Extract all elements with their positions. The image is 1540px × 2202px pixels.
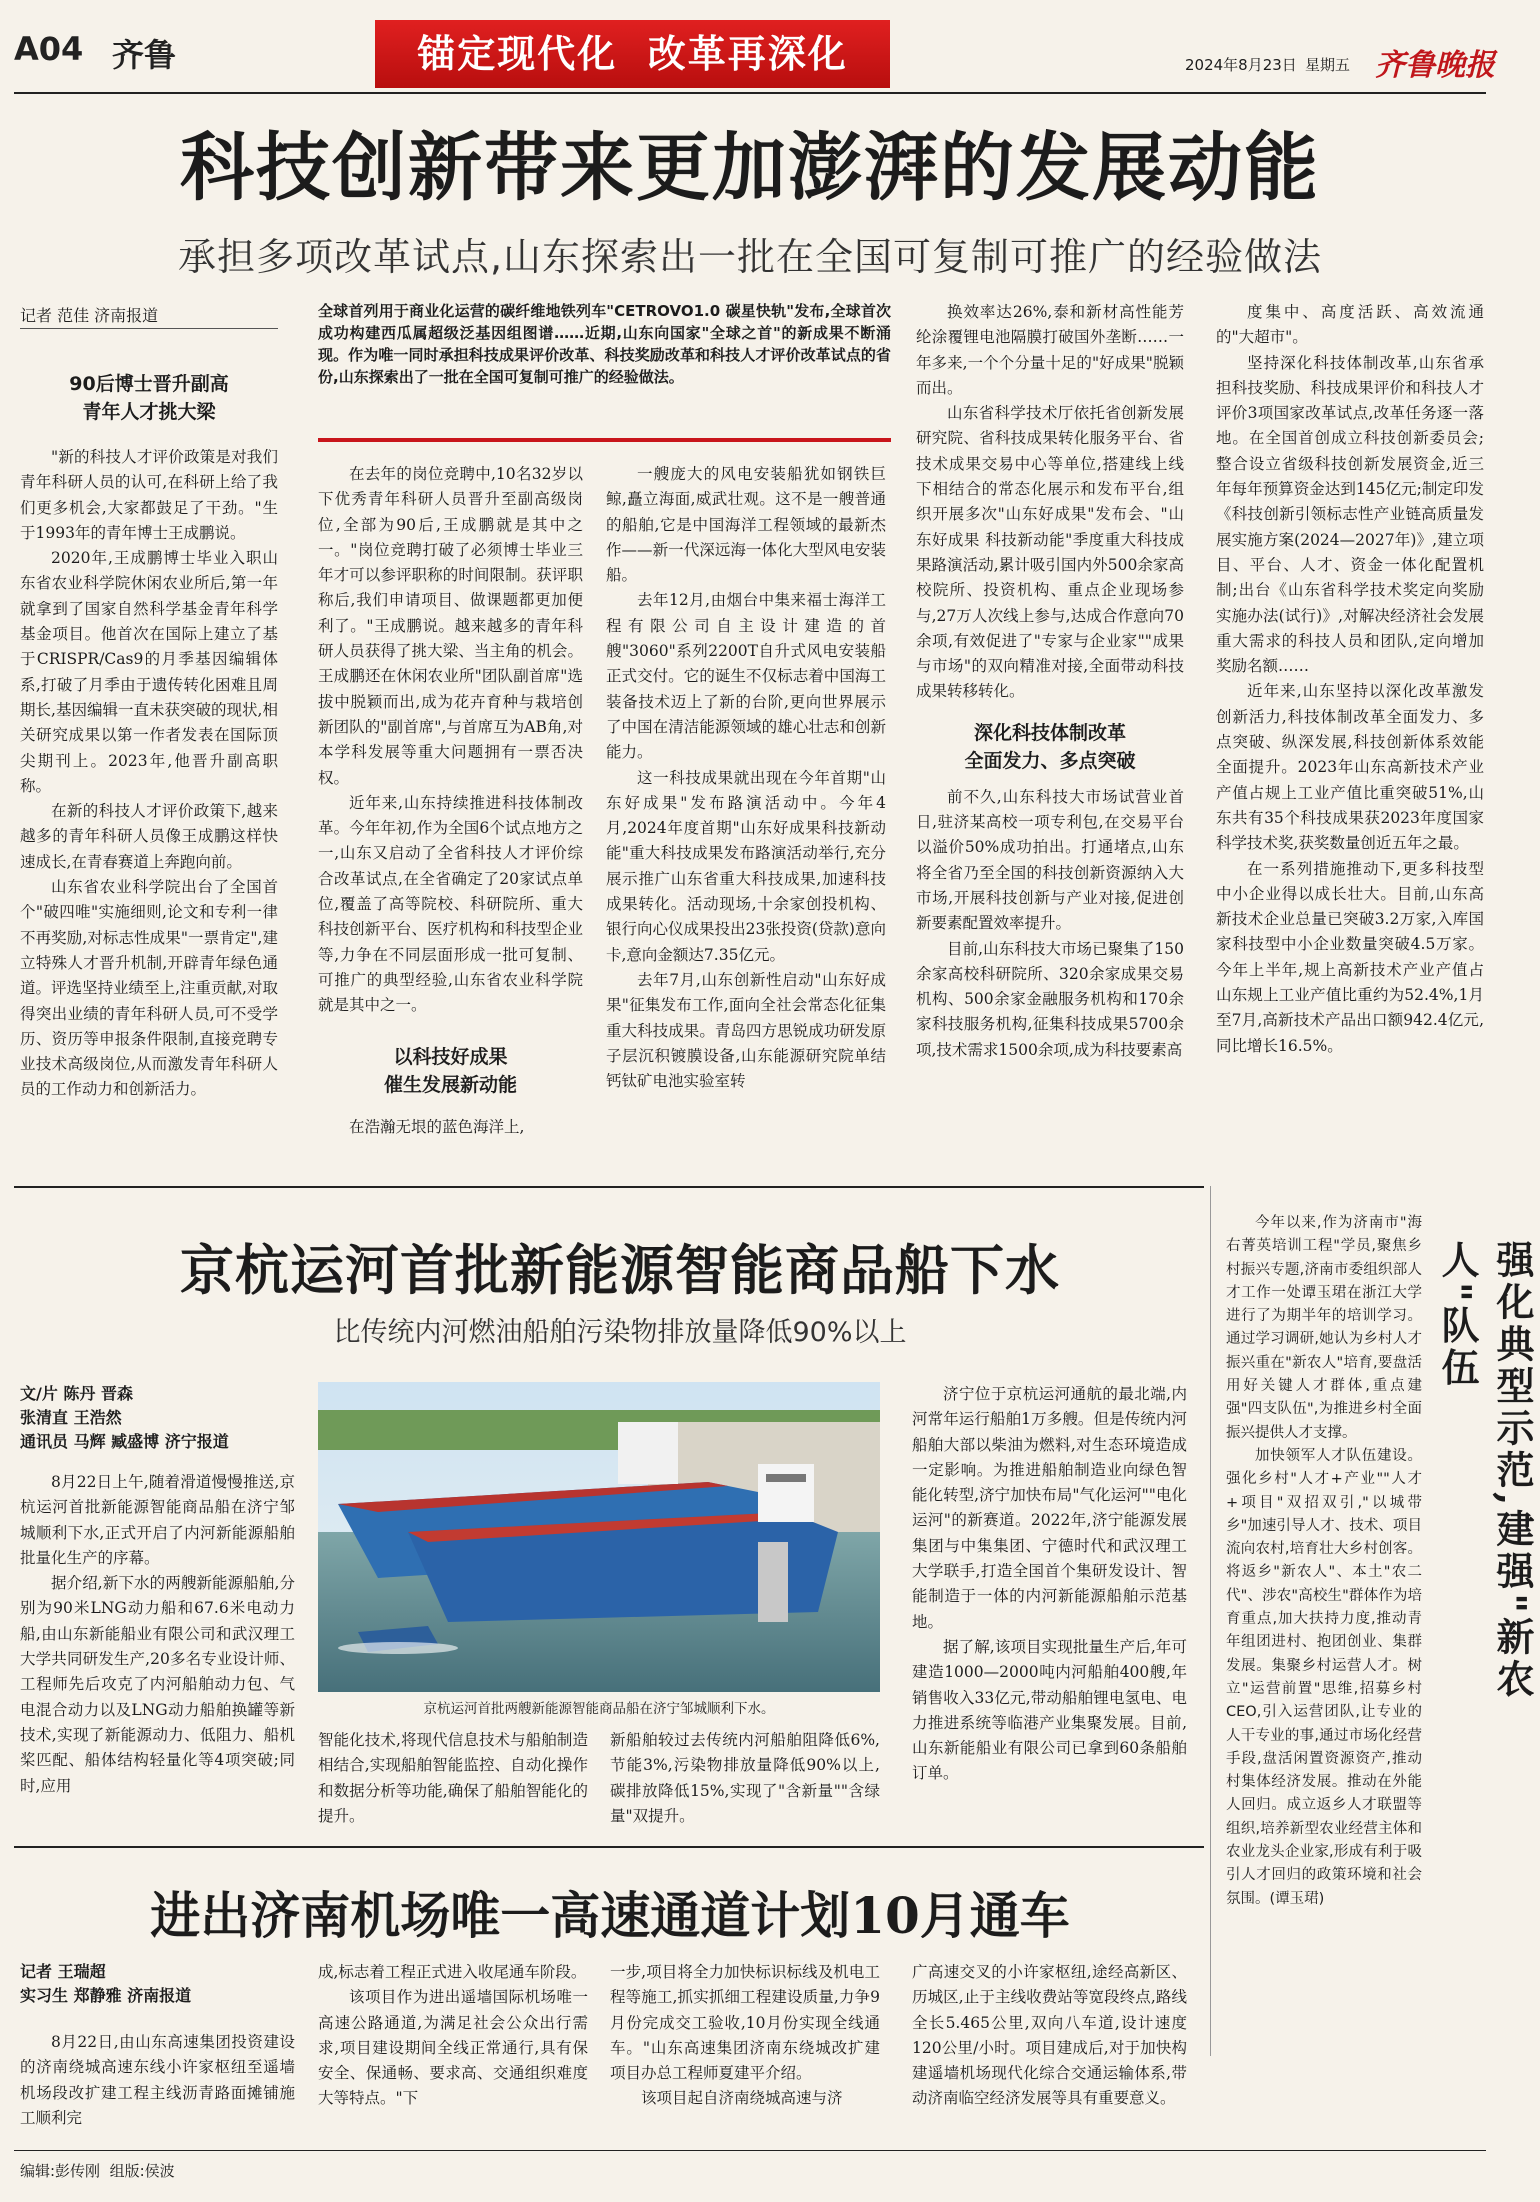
article1-subhead-1: 90后博士晋升副高 青年人才挑大梁 [69, 373, 229, 423]
article1-lead: 全球首列用于商业化运营的碳纤维地铁列车"CETROVO1.0 碳星快轨"发布,全球首次成功构建西瓜属超级泛基因组图谱……近期,山东向国家"全球之首"的新成果不断涌现。作为唯一同时承担科技成果评价改革、科技奖励改革和科技人才评价改革试点的省份,山东探索出了一批在全国可复制可推广的经验做法。 [318, 302, 891, 386]
photo-caption: 京杭运河首批两艘新能源智能商品船在济宁邹城顺利下水。 [423, 1701, 775, 1717]
section-name: 齐鲁 [112, 36, 177, 74]
article3-divider [1210, 1186, 1211, 2056]
article1-col4: 换效率达26%,泰和新材高性能芳纶涂覆锂电池隔膜打破国外垄断……一年多来,一个个分量十足的"好成果"脱颖而出。 山东省科学技术厅依托省创新发展研究院、省科技成果转化服务平台、省技术成果交易中心等单位,搭建线上线下相结合的常态化展示和发布平台,组织开展多次"山东好成果"发布会、"山东好成果 科技新动能"季度重大科技成果路演活动,累计吸引国内外500余家高校院所、投资机构、重点企业现场参与,27万人次线上参与,达成合作意向70余项,有效促进了"专家与企业家""成果与市场"的双向精准对接,全面带动科技成果转移转化。 深化科技体制改革 全面发力、多点突破 前不久,山东科技大市场试营业首日,驻济某高校一项专利包,在交易平台以溢价50%成功拍出。打通堵点,山东将全省乃至全国的科技创新资源纳入大市场,开展科技创新与产业对接,促进创新要素配置效率提升。 目前,山东科技大市场已聚集了150余家高校科研院所、320余家成果交易机构、500余家金融服务机构和170余家科技服务机构,征集科技成果5700余项,技术需求1500余项,成为科技要素高 [916, 303, 1184, 1059]
section-rule-1 [14, 1186, 1204, 1188]
article4-col2: 成,标志着工程正式进入收尾通车阶段。 该项目作为进出遥墙国际机场唯一高速公路通道,为满足社会公众出行需求,项目建设期间全线正常通行,具有保安全、保通畅、要求高、交通组织难度大等特点。"下 [318, 1963, 588, 2108]
article4-col1: 8月22日,由山东高速集团投资建设的济南绕城高速东线小许家枢纽至遥墙机场段改扩建工程主线沥青路面摊铺施工顺利完 [20, 2033, 295, 2127]
column-banner: 锚定现代化 改革再深化 [375, 20, 890, 88]
header-rule [14, 92, 1486, 94]
article2-title: 京杭运河首批新能源智能商品船下水 [180, 1238, 1060, 1302]
article2-col1: 8月22日上午,随着滑道慢慢推送,京杭运河首批新能源智能商品船在济宁邹城顺利下水,正式开启了内河新能源船舶批量化生产的序幕。 据介绍,新下水的两艘新能源船舶,分别为90米LNG动力船和67.6米电动力船,由山东新能船业有限公司和武汉理工大学共同研发生产,20多名专业设计师、工程师先后攻克了内河船舶动力包、气电混合动力以及LNG动力船舶换罐等新技术,实现了新能源动力、低阻力、船机桨匹配、船体结构轻量化等4项突破;同时,应用 [20, 1473, 295, 1795]
ship-launch-photo [318, 1382, 880, 1692]
article1-col2: 在去年的岗位竞聘中,10名32岁以下优秀青年科研人员晋升至副高级岗位,全部为90后,王成鹏就是其中之一。"岗位竞聘打破了必须博士毕业三年才可以参评职称的时间限制。获评职称后,我们申请项目、做课题都更加便利了。"王成鹏说。越来越多的青年科研人员获得了挑大梁、当主角的机会。王成鹏还在休闲农业所"团队副首席"选拔中脱颖而出,成为花卉育种与栽培创新团队的"副首席",与首席互为AB角,对本学科发展等重大问题拥有一票否决权。 近年来,山东持续推进科技体制改革。今年年初,作为全国6个试点地方之一,山东又启动了全省科技人才评价综合改革试点,在全省确定了20家试点单位,覆盖了高等院校、科研院所、重大科技创新平台、医疗机构和科技型企业等,力争在不同层面形成一批可复制、可推广的典型经验,山东省农业科学院就是其中之一。 以科技好成果 催生发展新动能 在浩瀚无垠的蓝色海洋上, [318, 465, 583, 1136]
article2-byline: 文/片 陈丹 晋森 张清直 王浩然 通讯员 马辉 臧盛博 济宁报道 [20, 1384, 229, 1451]
article1-subtitle: 承担多项改革试点,山东探索出一批在全国可复制可推广的经验做法 [177, 235, 1323, 279]
issue-weekday: 星期五 [1305, 56, 1351, 74]
footer-rule [14, 2150, 1486, 2151]
article2-col2: 智能化技术,将现代信息技术与船舶制造相结合,实现船舶智能监控、自动化操作和数据分析等功能,确保了船舶智能化的提升。 [318, 1731, 588, 1825]
section-rule-2 [14, 1846, 1204, 1848]
page-number: A04 [14, 30, 84, 68]
article1-subhead-2: 以科技好成果 催生发展新动能 [383, 1045, 517, 1096]
article4-col3: 一步,项目将全力加快标识标线及机电工程等施工,抓实抓细工程建设质量,力争9月份完成交工验收,10月份实现全线通车。"山东高速集团济南东绕城改扩建项目办总工程师夏建平介绍。 该项目起自济南绕城高速与济 [610, 1963, 880, 2108]
article3-title: 强化典型示范,建强"新农人"队伍 [1435, 1240, 1535, 1702]
article2-col3: 新船舶较过去传统内河船舶阻降低6%,节能3%,污染物排放量降低90%以上,碳排放降低15%,实现了"含新量""含绿量"双提升。 [610, 1731, 880, 1825]
article1-title: 科技创新带来更加澎湃的发展动能 [180, 125, 1320, 211]
article1-byline: 记者 范佳 济南报道 [20, 304, 278, 329]
article4-byline: 记者 王瑞超 实习生 郑静雅 济南报道 [20, 1962, 192, 2005]
photo-illustration [318, 1382, 880, 1692]
article2-col4: 济宁位于京杭运河通航的最北端,内河常年运行船舶1万多艘。但是传统内河船舶大部以柴油为燃料,对生态环境造成一定影响。为推进船舶制造业向绿色智能化转型,济宁加快布局"气化运河""电化运河"的新赛道。2022年,济宁能源发展集团与中集集团、宁德时代和武汉理工大学联手,打造全国首个集研发设计、智能制造于一体的内河新能源船舶示范基地。 据了解,该项目实现批量生产后,年可建造1000—2000吨内河船舶400艘,年销售收入33亿元,带动船舶锂电氢电、电力推进系统等临港产业集聚发展。目前,山东新能船业有限公司已拿到60条船舶订单。 [912, 1385, 1187, 1783]
newspaper-logo: 齐鲁晚报 [1375, 48, 1495, 83]
article1-col3: 一艘庞大的风电安装船犹如钢铁巨鲸,矗立海面,威武壮观。这不是一艘普通的船舶,它是中国海洋工程领域的最新杰作——新一代深远海一体化大型风电安装船。 去年12月,由烟台中集来福士海洋工程有限公司自主设计建造的首艘"3060"系列2200T自升式风电安装船正式交付。它的诞生不仅标志着中国海工装备技术迈上了新的台阶,更向世界展示了中国在清洁能源领域的雄心壮志和创新能力。 这一科技成果就出现在今年首期"山东好成果"发布路演活动中。今年4月,2024年度首期"山东好成果科技新动能"重大科技成果发布路演活动举行,充分展示推广山东省重大科技成果,加速科技成果转化。活动现场,十余家创投机构、银行向心仪成果投出23张投资(贷款)意向卡,意向金额达7.35亿元。 去年7月,山东创新性启动"山东好成果"征集发布工作,面向全社会常态化征集重大科技成果。青岛四方思锐成功研发原子层沉积镀膜设备,山东能源研究院单结钙钛矿电池实验室转 [606, 465, 886, 1091]
editor-credit: 编辑:彭传刚 组版:侯波 [20, 2162, 175, 2180]
article2-subtitle: 比传统内河燃油船舶污染物排放量降低90%以上 [333, 1317, 907, 1348]
article1-col5: 度集中、高度活跃、高效流通的"大超市"。 坚持深化科技体制改革,山东省承担科技奖励、科技成果评价和科技人才评价3项国家改革试点,改革任务逐一落地。在全国首创成立科技创新委员会;整合设立省级科技创新发展资金,近三年每年预算资金达到145亿元;制定印发《科技创新引领标志性产业链高质量发展实施方案(2024—2027年)》,建立项目、平台、人才、资金一体化配置机制;出台《山东省科学技术奖定向奖励实施办法(试行)》,对解决经济社会发展重大需求的科技人员和团队,定向增加奖励名额…… 近年来,山东坚持以深化改革激发创新活力,科技体制改革全面发力、多点突破、纵深发展,科技创新体系效能全面提升。2023年山东高新技术产业产值占规上工业产值比重突破51%,山东共有35个科技成果获2023年度国家科学技术奖,获奖数量创近五年之最。 在一系列措施推动下,更多科技型中小企业得以成长壮大。目前,山东高新技术企业总量已突破3.2万家,入库国家科技型中小企业数量突破4.5万家。今年上半年,规上高新技术产业产值占山东规上工业产值比重约为52.4%,1月至7月,高新技术产品出口额942.4亿元,同比增长16.5%。 [1216, 303, 1484, 1055]
article1-col1: "新的科技人才评价政策是对我们青年科研人员的认可,在科研上给了我们更多机会,大家都鼓足了干劲。"生于1993年的青年博士王成鹏说。 2020年,王成鹏博士毕业入职山东省农业科学院休闲农业所后,第一年就拿到了国家自然科学基金青年科学基金项目。他首次在国际上建立了基于CRISPR/Cas9的月季基因编辑体系,打破了月季由于遗传转化困难且周期长,基因编辑一直未获突破的现状,相关研究成果以第一作者发表在国际顶尖期刊上。2023年,他晋升副高职称。 在新的科技人才评价政策下,越来越多的青年科研人员像王成鹏这样快速成长,在青春赛道上奔跑向前。 山东省农业科学院出台了全国首个"破四唯"实施细则,论文和专利一律不再奖励,对标志性成果"一票肯定",建立特殊人才晋升机制,开辟青年绿色通道。评选坚持业绩至上,注重贡献,对取得突出业绩的青年科研人员,可不受学历、资历等申报条件限制,直接竞聘专业技术高级岗位,从而激发青年科研人员的工作动力和创新活力。 [20, 448, 278, 1099]
article1-subhead-3: 深化科技体制改革 全面发力、多点突破 [964, 721, 1136, 772]
issue-date: 2024年8月23日 [1185, 56, 1297, 74]
lead-rule [318, 438, 891, 442]
article4-title: 进出济南机场唯一高速通道计划10月通车 [150, 1886, 1070, 1945]
article4-col4: 广高速交叉的小许家枢纽,途经高新区、历城区,止于主线收费站等宽段终点,路线全长5.465公里,双向八车道,设计速度120公里/小时。项目建成后,对于加快构建遥墙机场现代化综合交通运输体系,带动济南临空经济发展等具有重要意义。 [912, 1963, 1187, 2108]
article3-col: 今年以来,作为济南市"海右菁英培训工程"学员,聚焦乡村振兴专题,济南市委组织部人才工作一处谭玉珺在浙江大学进行了为期半年的培训学习。通过学习调研,她认为乡村人才振兴重在"新农人"培育,要盘活用好关键人才群体,重点建强"四支队伍",为推进乡村全面振兴提供人才支撑。 加快领军人才队伍建设。强化乡村"人才+产业""人才+项目"双招双引,"以城带乡"加速引导人才、技术、项目流向农村,培育壮大乡村创客。将返乡"新农人"、本土"农二代"、涉农"高校生"群体作为培育重点,加大扶持力度,推动青年组团进村、抱团创业、集群发展。集聚乡村运营人才。树立"运营前置"思维,招募乡村CEO,引入运营团队,让专业的人干专业的事,通过市场化经营手段,盘活闲置资源资产,推动村集体经济发展。推动在外能人回归。成立返乡人才联盟等组织,培养新型农业经营主体和农业龙头企业家,形成有利于吸引人才回归的政策环境和社会氛围。(谭玉珺) [1226, 1215, 1422, 1907]
